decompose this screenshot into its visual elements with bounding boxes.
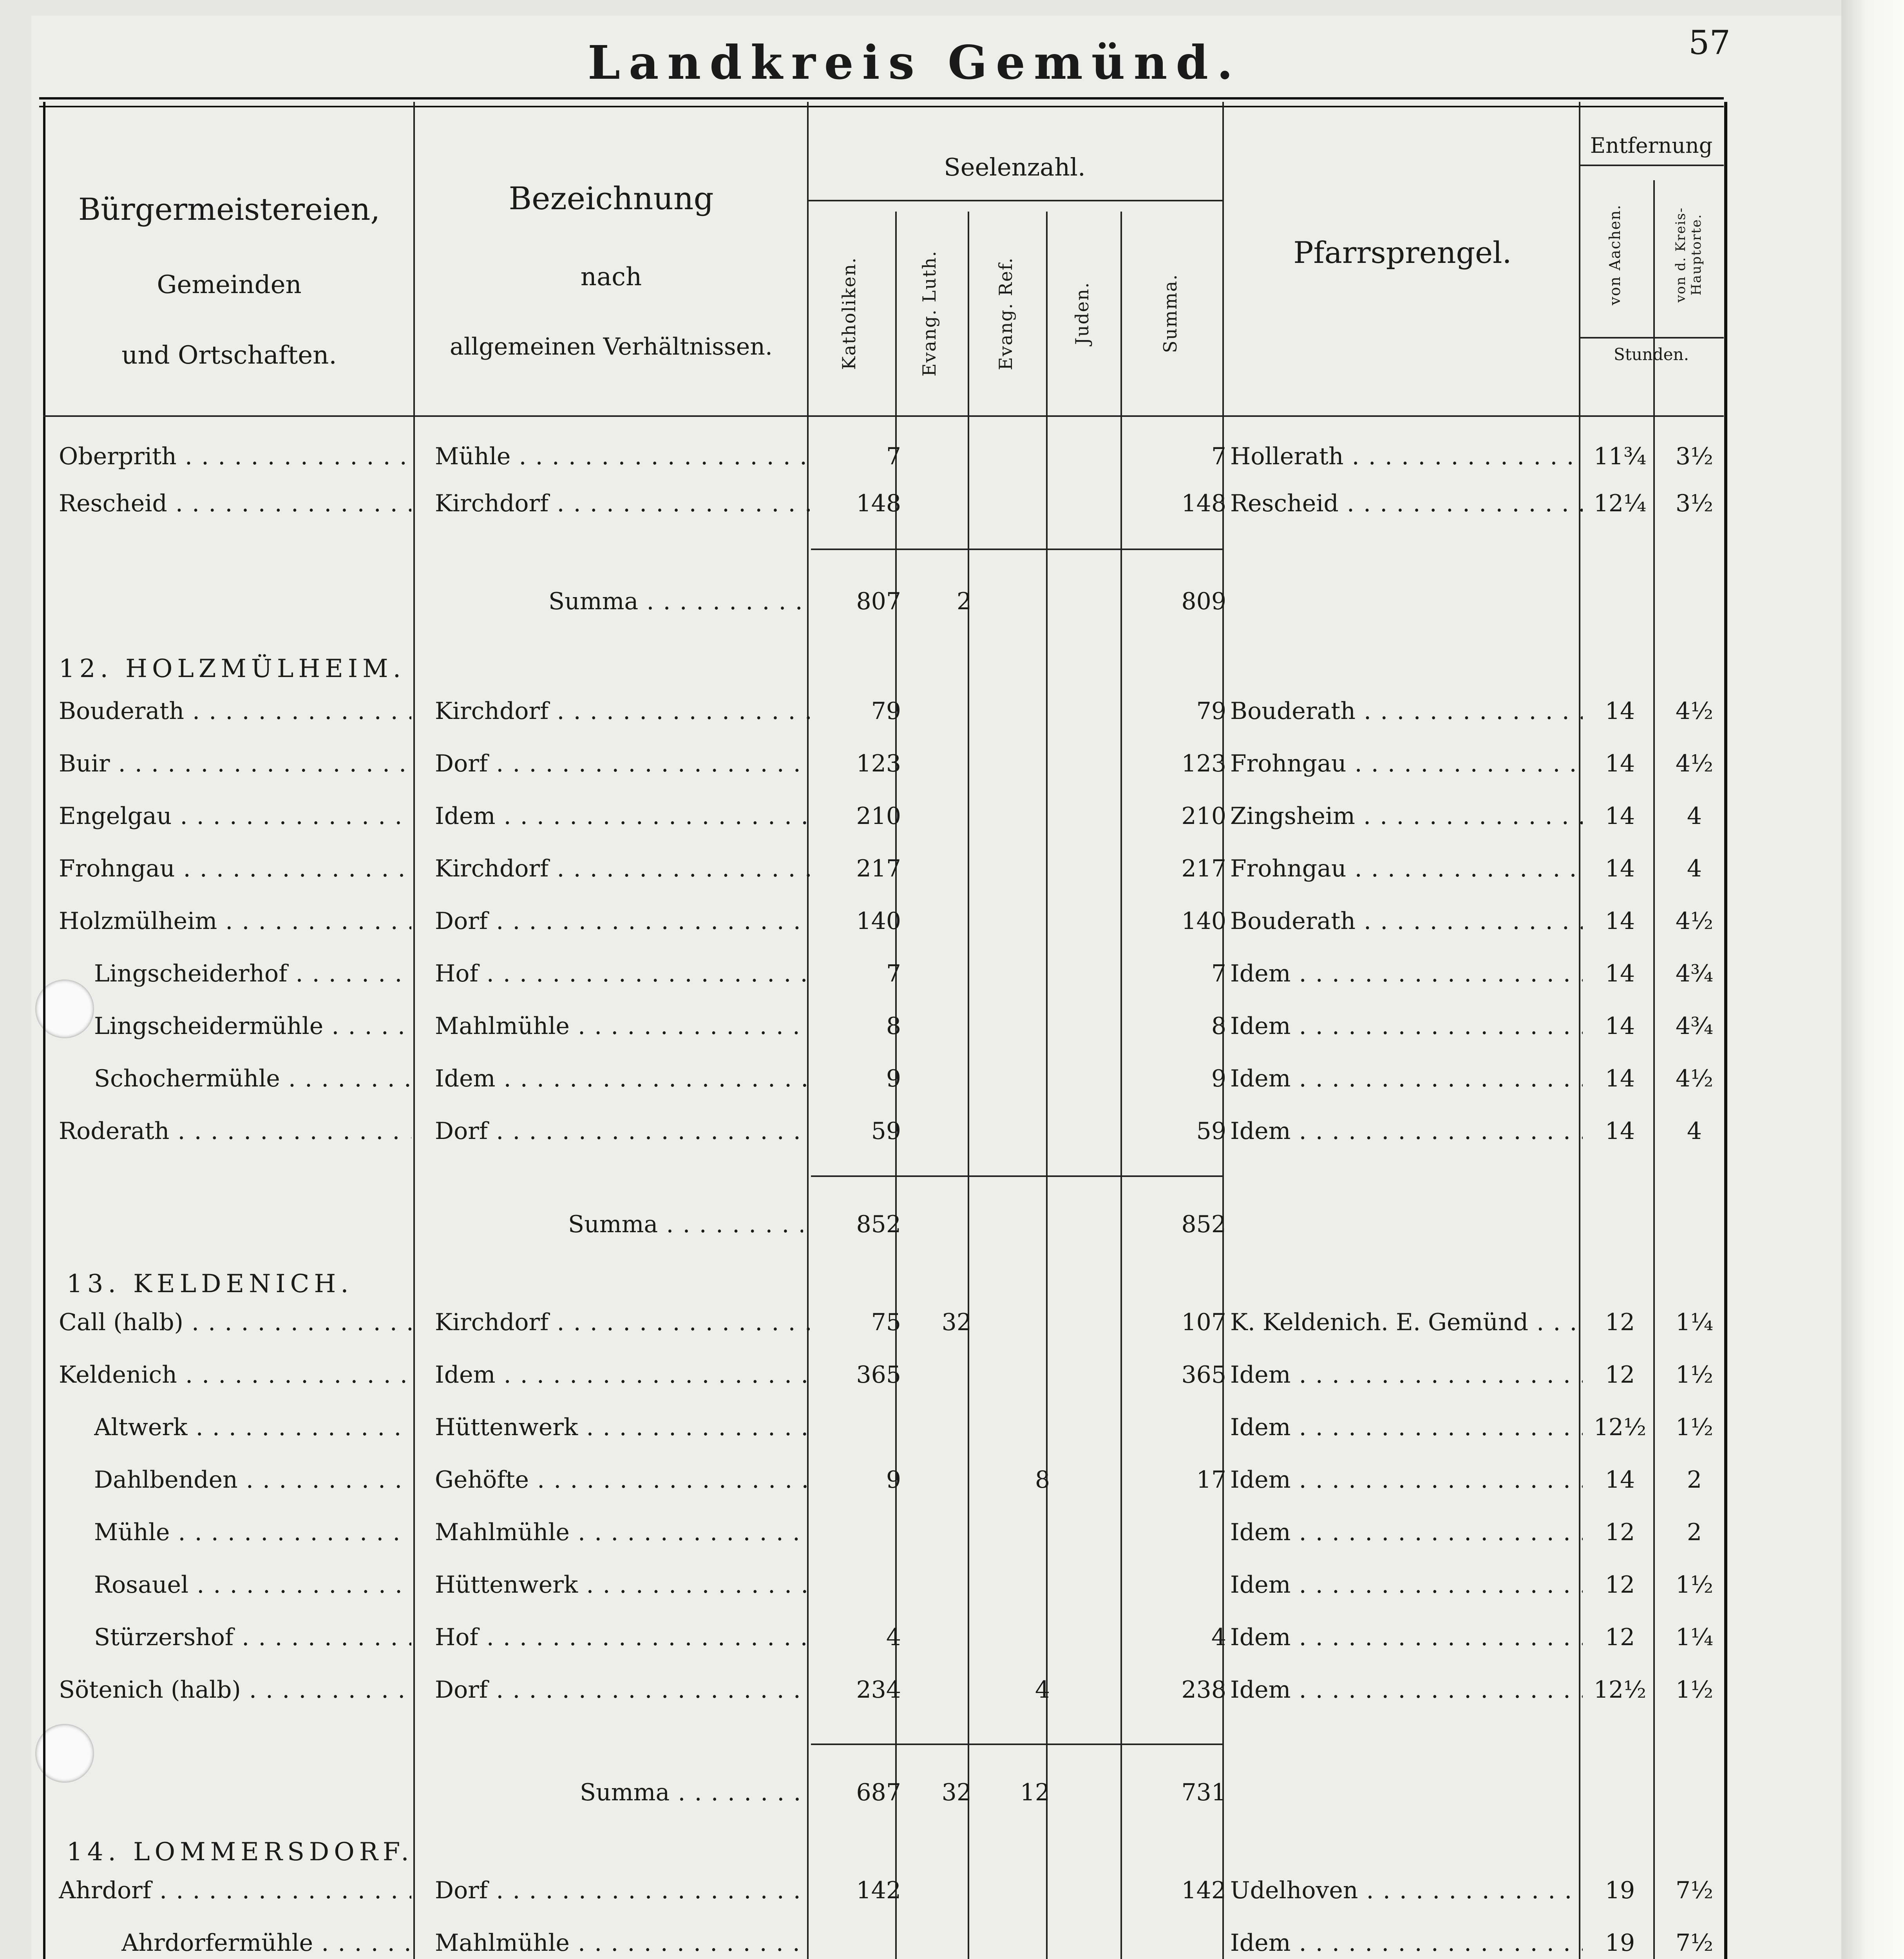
count-summa: 210	[1181, 802, 1226, 830]
place-name: Buir . . .	[59, 750, 411, 777]
summa-row	[0, 1779, 1904, 1826]
header-katholiken: Katholiken.	[838, 257, 860, 370]
header-von-aachen: von Aachen.	[1606, 204, 1623, 305]
parish: Idem . . .	[1230, 1361, 1583, 1389]
summa-luth: 32	[941, 1779, 972, 1806]
dist-aachen: 14	[1605, 1117, 1635, 1145]
dist-aachen: 12½	[1593, 1414, 1647, 1441]
place-type: Dorf . . .	[435, 907, 811, 935]
parish: Frohngau . . .	[1230, 750, 1583, 777]
table-row	[0, 1571, 1904, 1618]
place-type: Gehöfte . . .	[435, 1466, 811, 1494]
header-evang-ref: Evang. Ref.	[995, 257, 1016, 370]
dist-kreis: 4¾	[1675, 960, 1714, 987]
section-heading: 13. KELDENICH.	[67, 1269, 353, 1298]
header-rule	[807, 200, 1222, 201]
table-row	[0, 855, 1904, 902]
summa-label: Summa . . .	[568, 1211, 803, 1238]
sum-rule	[811, 549, 1222, 550]
count-katholiken: 7	[886, 960, 901, 987]
summa-total: 731	[1181, 1779, 1226, 1806]
dist-aachen: 14	[1605, 960, 1635, 987]
count-summa: 142	[1181, 1877, 1226, 1904]
place-type: Mahlmühle . . .	[435, 1929, 811, 1957]
count-katholiken: 7	[886, 443, 901, 470]
count-katholiken: 9	[886, 1466, 901, 1494]
dist-kreis: 4	[1687, 802, 1702, 830]
table-row	[0, 802, 1904, 849]
header-col2-line2: nach	[580, 263, 642, 291]
dist-kreis: 1¼	[1675, 1624, 1714, 1651]
place-type: Hof . . .	[435, 1624, 811, 1651]
place-type: Hof . . .	[435, 960, 811, 987]
parish: Idem . . .	[1230, 1012, 1583, 1040]
page-title: Landkreis Gemünd.	[588, 35, 1242, 90]
count-katholiken: 79	[871, 697, 901, 725]
count-summa: 365	[1181, 1361, 1226, 1389]
place-name: Schochermühle . . .	[94, 1065, 411, 1092]
dist-aachen: 12¼	[1593, 490, 1647, 517]
table-row	[0, 443, 1904, 490]
dist-kreis: 1½	[1675, 1414, 1714, 1441]
count-summa: 148	[1181, 490, 1226, 517]
count-ref: 8	[1035, 1466, 1050, 1494]
parish: Udelhoven . . .	[1230, 1877, 1583, 1904]
count-summa: 107	[1181, 1309, 1226, 1336]
dist-aachen: 12	[1605, 1624, 1635, 1651]
summa-katholiken: 852	[856, 1211, 901, 1238]
parish: Rescheid . . .	[1230, 490, 1583, 517]
dist-aachen: 14	[1605, 1065, 1635, 1092]
header-entfernung: Entfernung	[1590, 133, 1713, 158]
parish: Frohngau . . .	[1230, 855, 1583, 882]
header-pfarrsprengel: Pfarrsprengel.	[1293, 235, 1512, 270]
count-summa: 4	[1211, 1624, 1226, 1651]
header-rule	[1579, 165, 1724, 166]
dist-kreis: 4½	[1675, 750, 1714, 777]
count-summa: 79	[1196, 697, 1226, 725]
place-name: Altwerk . . .	[94, 1414, 411, 1441]
place-name: Engelgau . . .	[59, 802, 411, 830]
place-name: Sötenich (halb) . . .	[59, 1676, 411, 1704]
place-name: Keldenich . . .	[59, 1361, 411, 1389]
dist-aachen: 14	[1605, 750, 1635, 777]
place-type: Idem . . .	[435, 802, 811, 830]
place-name: Call (halb) . . .	[59, 1309, 411, 1336]
place-type: Kirchdorf . . .	[435, 1309, 811, 1336]
count-summa: 59	[1196, 1117, 1226, 1145]
dist-aachen: 12½	[1593, 1676, 1647, 1704]
place-name: Bouderath . . .	[59, 697, 411, 725]
dist-aachen: 14	[1605, 1466, 1635, 1494]
count-katholiken: 59	[871, 1117, 901, 1145]
parish: Idem . . .	[1230, 1466, 1583, 1494]
table-row	[0, 1676, 1904, 1723]
place-name: Ahrdorf . . .	[59, 1877, 411, 1904]
count-katholiken: 8	[886, 1012, 901, 1040]
summa-total: 809	[1181, 588, 1226, 615]
place-type: Idem . . .	[435, 1361, 811, 1389]
parish: Idem . . .	[1230, 1065, 1583, 1092]
count-katholiken: 123	[856, 750, 901, 777]
place-name: Holzmülheim . . .	[59, 907, 411, 935]
place-type: Dorf . . .	[435, 1877, 811, 1904]
summa-ref: 12	[1020, 1779, 1050, 1806]
place-name: Ahrdorfermühle . . .	[121, 1929, 411, 1957]
header-summa: Summa.	[1160, 273, 1181, 353]
place-type: Mühle . . .	[435, 443, 811, 470]
dist-kreis: 7½	[1675, 1877, 1714, 1904]
place-name: Dahlbenden . . .	[94, 1466, 411, 1494]
dist-aachen: 14	[1605, 802, 1635, 830]
summa-katholiken: 687	[856, 1779, 901, 1806]
count-summa: 123	[1181, 750, 1226, 777]
count-summa: 217	[1181, 855, 1226, 882]
place-name: Rescheid . . .	[59, 490, 411, 517]
dist-kreis: 2	[1687, 1466, 1702, 1494]
count-katholiken: 234	[856, 1676, 901, 1704]
dist-kreis: 1½	[1675, 1676, 1714, 1704]
dist-kreis: 4	[1687, 1117, 1702, 1145]
place-name: Roderath . . .	[59, 1117, 411, 1145]
dist-aachen: 11¾	[1593, 443, 1647, 470]
count-summa: 8	[1211, 1012, 1226, 1040]
place-type: Kirchdorf . . .	[435, 697, 811, 725]
parish: Idem . . .	[1230, 1676, 1583, 1704]
parish: Idem . . .	[1230, 1519, 1583, 1546]
dist-kreis: 4½	[1675, 697, 1714, 725]
parish: Hollerath . . .	[1230, 443, 1583, 470]
header-juden: Juden.	[1071, 282, 1093, 345]
count-katholiken: 217	[856, 855, 901, 882]
parish: Idem . . .	[1230, 1624, 1583, 1651]
table-row	[0, 750, 1904, 797]
dist-aachen: 14	[1605, 855, 1635, 882]
place-type: Dorf . . .	[435, 1676, 811, 1704]
summa-row	[0, 1211, 1904, 1258]
count-katholiken: 75	[871, 1309, 901, 1336]
parish: Zingsheim . . .	[1230, 802, 1583, 830]
dist-kreis: 4½	[1675, 907, 1714, 935]
count-summa: 7	[1211, 960, 1226, 987]
dist-aachen: 19	[1605, 1929, 1635, 1957]
place-name: Lingscheiderhof . . .	[94, 960, 411, 987]
dist-kreis: 1¼	[1675, 1309, 1714, 1336]
header-col1-line3: und Ortschaften.	[121, 341, 337, 370]
header-seelenzahl: Seelenzahl.	[944, 153, 1086, 181]
header-col2-line1: Bezeichnung	[509, 180, 714, 217]
count-ref: 4	[1035, 1676, 1050, 1704]
summa-luth: 2	[956, 588, 972, 615]
page-number: 57	[1689, 24, 1730, 62]
header-bottom-rule	[43, 415, 1724, 417]
place-type: Kirchdorf . . .	[435, 855, 811, 882]
table-row	[0, 697, 1904, 744]
table-row	[0, 1519, 1904, 1566]
place-type: Mahlmühle . . .	[435, 1012, 811, 1040]
parish: Idem . . .	[1230, 1929, 1583, 1957]
place-name: Lingscheidermühle . . .	[94, 1012, 411, 1040]
table-row	[0, 1065, 1904, 1112]
place-name: Frohngau . . .	[59, 855, 411, 882]
header-col1-line1: Bürgermeistereien,	[78, 192, 380, 227]
place-type: Kirchdorf . . .	[435, 490, 811, 517]
count-katholiken: 9	[886, 1065, 901, 1092]
parish: Idem . . .	[1230, 1571, 1583, 1599]
table-row	[0, 1466, 1904, 1513]
count-katholiken: 148	[856, 490, 901, 517]
header-col2-line3: allgemeinen Verhältnissen.	[450, 333, 773, 360]
sum-rule	[811, 1744, 1222, 1745]
dist-kreis: 2	[1687, 1519, 1702, 1546]
dist-kreis: 4¾	[1675, 1012, 1714, 1040]
table-row	[0, 907, 1904, 954]
dist-aachen: 12	[1605, 1519, 1635, 1546]
place-type: Dorf . . .	[435, 1117, 811, 1145]
section-heading: 12. HOLZMÜLHEIM.	[59, 654, 406, 683]
place-name: Mühle . . .	[94, 1519, 411, 1546]
count-luth: 32	[941, 1309, 972, 1336]
parish: K. Keldenich. E. Gemünd . . .	[1230, 1309, 1583, 1336]
parish: Idem . . .	[1230, 1117, 1583, 1145]
dist-aachen: 14	[1605, 1012, 1635, 1040]
dist-aachen: 12	[1605, 1309, 1635, 1336]
count-katholiken: 365	[856, 1361, 901, 1389]
dist-aachen: 14	[1605, 907, 1635, 935]
dist-kreis: 4	[1687, 855, 1702, 882]
summa-katholiken: 807	[856, 588, 901, 615]
count-katholiken: 210	[856, 802, 901, 830]
dist-aachen: 14	[1605, 697, 1635, 725]
table-row	[0, 1877, 1904, 1924]
table-row	[0, 1414, 1904, 1461]
parish: Bouderath . . .	[1230, 697, 1583, 725]
table-row	[0, 490, 1904, 537]
dist-aachen: 19	[1605, 1877, 1635, 1904]
place-name: Rosauel . . .	[94, 1571, 411, 1599]
table-row	[0, 1117, 1904, 1164]
parish: Bouderath . . .	[1230, 907, 1583, 935]
sum-rule	[811, 1175, 1222, 1177]
table-row	[0, 960, 1904, 1007]
count-summa: 7	[1211, 443, 1226, 470]
count-summa: 17	[1196, 1466, 1226, 1494]
header-rule	[1579, 337, 1724, 339]
count-summa: 9	[1211, 1065, 1226, 1092]
table-row	[0, 1012, 1904, 1059]
place-name: Oberprith . . .	[59, 443, 411, 470]
header-col1-line2: Gemeinden	[157, 270, 302, 299]
place-type: Hüttenwerk . . .	[435, 1414, 811, 1441]
place-type: Idem . . .	[435, 1065, 811, 1092]
dist-aachen: 12	[1605, 1361, 1635, 1389]
table-row	[0, 1309, 1904, 1356]
place-type: Mahlmühle . . .	[435, 1519, 811, 1546]
dist-kreis: 3½	[1675, 443, 1714, 470]
dist-kreis: 7½	[1675, 1929, 1714, 1957]
summa-total: 852	[1181, 1211, 1226, 1238]
place-name: Stürzershof . . .	[94, 1624, 411, 1651]
parish: Idem . . .	[1230, 1414, 1583, 1441]
count-summa: 140	[1181, 907, 1226, 935]
place-type: Hüttenwerk . . .	[435, 1571, 811, 1599]
dist-kreis: 1½	[1675, 1571, 1714, 1599]
parish: Idem . . .	[1230, 960, 1583, 987]
place-type: Dorf . . .	[435, 750, 811, 777]
table-row	[0, 1624, 1904, 1671]
summa-label: Summa . . .	[580, 1779, 803, 1806]
section-heading: 14. LOMMERSDORF.	[67, 1838, 414, 1867]
summa-row	[0, 588, 1904, 635]
count-katholiken: 4	[886, 1624, 901, 1651]
dist-kreis: 4½	[1675, 1065, 1714, 1092]
dist-aachen: 12	[1605, 1571, 1635, 1599]
header-von-kreis: von d. Kreis-Hauptorte.	[1673, 207, 1704, 302]
header-stunden: Stunden.	[1614, 345, 1689, 364]
table-row	[0, 1361, 1904, 1408]
count-katholiken: 142	[856, 1877, 901, 1904]
count-summa: 238	[1181, 1676, 1226, 1704]
count-katholiken: 140	[856, 907, 901, 935]
table-row	[0, 1929, 1904, 1959]
dist-kreis: 1½	[1675, 1361, 1714, 1389]
header-evang-luth: Evang. Luth.	[919, 250, 940, 377]
dist-kreis: 3½	[1675, 490, 1714, 517]
summa-label: Summa . . .	[548, 588, 803, 615]
